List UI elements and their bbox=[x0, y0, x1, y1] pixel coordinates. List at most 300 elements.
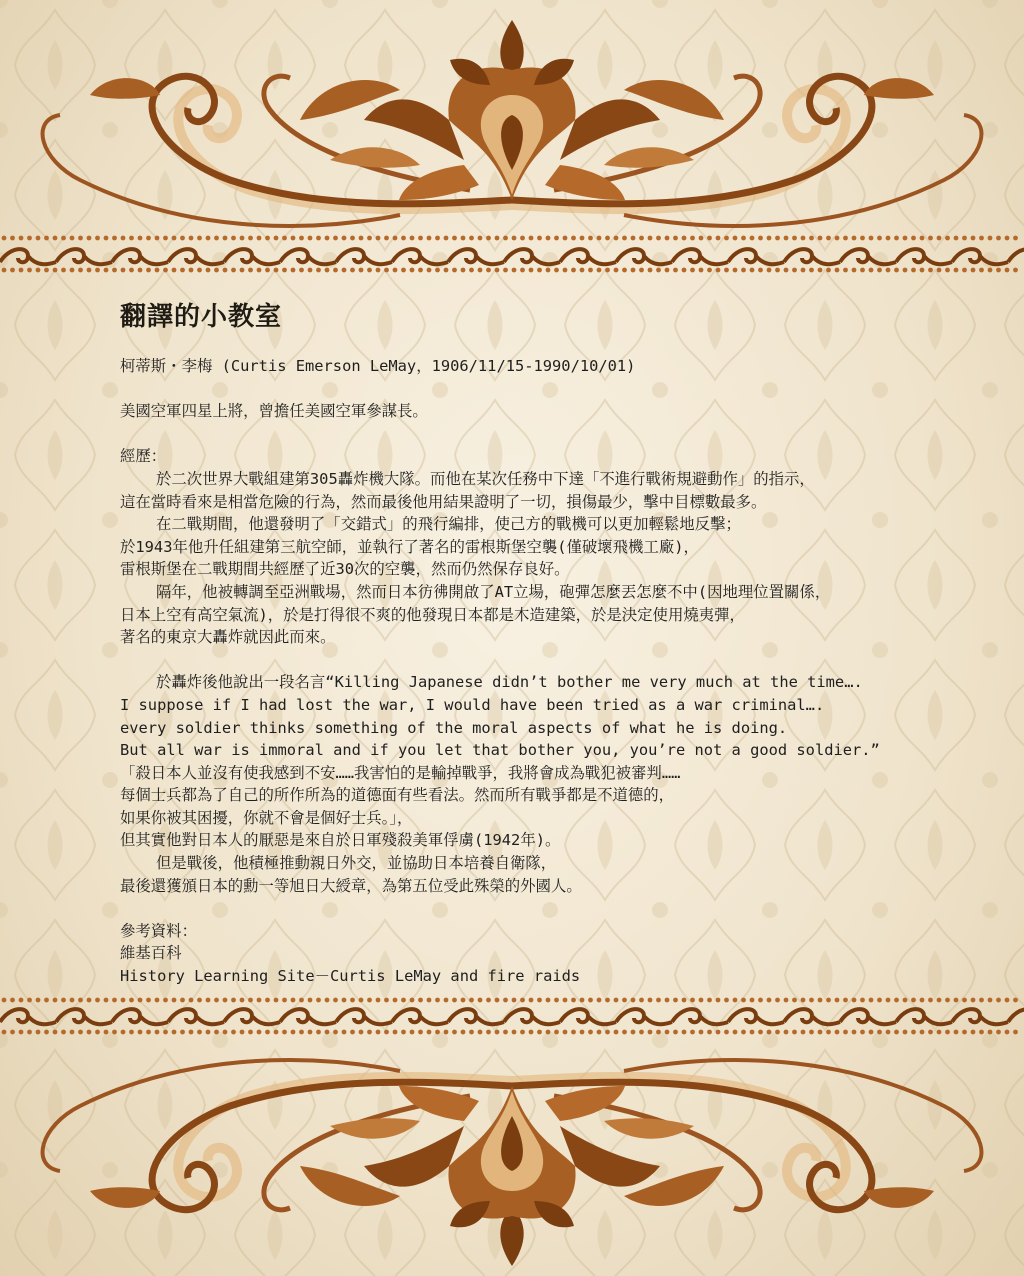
border-bead bbox=[19, 1030, 24, 1035]
border-bead bbox=[393, 236, 398, 241]
border-bead bbox=[299, 268, 304, 273]
border-bead bbox=[452, 236, 457, 241]
quote-line: every soldier thinks something of the moral aspects of what he is doing. bbox=[120, 718, 788, 737]
border-bead bbox=[291, 236, 296, 241]
border-bead bbox=[520, 268, 525, 273]
border-bead bbox=[223, 236, 228, 241]
border-bead bbox=[350, 236, 355, 241]
border-bead bbox=[274, 236, 279, 241]
border-bead bbox=[197, 1030, 202, 1035]
border-bead bbox=[248, 998, 253, 1003]
border-bead bbox=[486, 268, 491, 273]
border-bead bbox=[563, 268, 568, 273]
border-bead bbox=[53, 998, 58, 1003]
border-bead bbox=[410, 268, 415, 273]
border-bead bbox=[282, 998, 287, 1003]
border-bead bbox=[665, 236, 670, 241]
border-bead bbox=[835, 1030, 840, 1035]
border-bead bbox=[758, 998, 763, 1003]
border-bead bbox=[461, 268, 466, 273]
border-bead bbox=[206, 998, 211, 1003]
border-bead bbox=[427, 268, 432, 273]
border-bead bbox=[962, 268, 967, 273]
border-bead bbox=[410, 1030, 415, 1035]
border-bead bbox=[1005, 268, 1010, 273]
border-bead bbox=[1013, 1030, 1018, 1035]
quote-line: But all war is immoral and if you let that bother you, you’re not a good soldier.” bbox=[120, 741, 880, 760]
border-bead bbox=[248, 1030, 253, 1035]
border-bead bbox=[682, 268, 687, 273]
border-bead bbox=[172, 1030, 177, 1035]
border-bead bbox=[469, 236, 474, 241]
border-bead bbox=[554, 268, 559, 273]
page-title: 翻譯的小教室 bbox=[120, 302, 283, 332]
border-bead bbox=[852, 998, 857, 1003]
border-bead bbox=[605, 236, 610, 241]
border-bead bbox=[61, 236, 66, 241]
border-bead bbox=[792, 998, 797, 1003]
border-bead bbox=[155, 268, 160, 273]
border-bead bbox=[95, 268, 100, 273]
border-bead bbox=[36, 236, 41, 241]
border-bead bbox=[937, 998, 942, 1003]
history-heading: 經歷： bbox=[120, 447, 167, 466]
border-bead bbox=[104, 998, 109, 1003]
border-bead bbox=[546, 998, 551, 1003]
border-bead bbox=[750, 268, 755, 273]
border-bead bbox=[733, 1030, 738, 1035]
border-bead bbox=[843, 1030, 848, 1035]
border-bead bbox=[138, 236, 143, 241]
border-bead bbox=[537, 998, 542, 1003]
border-bead bbox=[376, 998, 381, 1003]
border-bead bbox=[308, 998, 313, 1003]
border-bead bbox=[767, 998, 772, 1003]
border-bead bbox=[818, 268, 823, 273]
border-bead bbox=[121, 1030, 126, 1035]
border-bead bbox=[350, 268, 355, 273]
border-bead bbox=[571, 1030, 576, 1035]
border-bead bbox=[673, 998, 678, 1003]
border-bead bbox=[393, 1030, 398, 1035]
border-bead bbox=[903, 1030, 908, 1035]
border-bead bbox=[758, 236, 763, 241]
border-bead bbox=[843, 236, 848, 241]
border-bead bbox=[563, 1030, 568, 1035]
border-bead bbox=[724, 1030, 729, 1035]
border-bead bbox=[53, 236, 58, 241]
border-bead bbox=[350, 1030, 355, 1035]
border-bead bbox=[478, 268, 483, 273]
border-bead bbox=[894, 998, 899, 1003]
border-bead bbox=[359, 236, 364, 241]
border-bead bbox=[631, 1030, 636, 1035]
border-bead bbox=[801, 1030, 806, 1035]
border-bead bbox=[639, 1030, 644, 1035]
border-bead bbox=[758, 1030, 763, 1035]
border-bead bbox=[112, 998, 117, 1003]
border-bead bbox=[809, 268, 814, 273]
border-bead bbox=[461, 236, 466, 241]
border-bead bbox=[996, 268, 1001, 273]
border-bead bbox=[1005, 236, 1010, 241]
border-bead bbox=[486, 1030, 491, 1035]
border-bead bbox=[19, 268, 24, 273]
border-bead bbox=[478, 998, 483, 1003]
border-bead bbox=[631, 268, 636, 273]
border-bead bbox=[690, 268, 695, 273]
border-bead bbox=[988, 268, 993, 273]
quote-line: 每個士兵都為了自己的所作所為的道德面有些看法。然而所有戰爭都是不道德的， bbox=[120, 786, 675, 805]
border-bead bbox=[920, 268, 925, 273]
border-bead bbox=[180, 1030, 185, 1035]
border-bead bbox=[78, 236, 83, 241]
border-bead bbox=[223, 998, 228, 1003]
border-bead bbox=[563, 998, 568, 1003]
article bbox=[120, 296, 950, 988]
border-bead bbox=[265, 236, 270, 241]
border-bead bbox=[801, 998, 806, 1003]
border-bead bbox=[529, 268, 534, 273]
border-bead bbox=[10, 268, 15, 273]
border-bead bbox=[70, 998, 75, 1003]
border-bead bbox=[750, 236, 755, 241]
border-bead bbox=[274, 1030, 279, 1035]
border-bead bbox=[316, 268, 321, 273]
border-bead bbox=[189, 268, 194, 273]
border-bead bbox=[172, 998, 177, 1003]
border-bead bbox=[172, 268, 177, 273]
border-bead bbox=[682, 1030, 687, 1035]
border-bead bbox=[580, 1030, 585, 1035]
border-bead bbox=[520, 998, 525, 1003]
border-bead bbox=[869, 268, 874, 273]
border-bead bbox=[733, 236, 738, 241]
border-bead bbox=[801, 268, 806, 273]
border-bead bbox=[214, 998, 219, 1003]
border-bead bbox=[393, 998, 398, 1003]
quote-line: 「殺日本人並沒有使我感到不安……我害怕的是輸掉戰爭，我將會成為戰犯被審判…… bbox=[120, 763, 681, 782]
border-bead bbox=[478, 236, 483, 241]
border-bead bbox=[852, 236, 857, 241]
border-bead bbox=[631, 998, 636, 1003]
border-bead bbox=[299, 1030, 304, 1035]
border-bead bbox=[665, 998, 670, 1003]
border-bead bbox=[792, 268, 797, 273]
border-bead bbox=[189, 998, 194, 1003]
border-bead bbox=[741, 1030, 746, 1035]
border-bead bbox=[673, 268, 678, 273]
border-bead bbox=[376, 236, 381, 241]
border-bead bbox=[622, 236, 627, 241]
border-bead bbox=[214, 268, 219, 273]
border-bead bbox=[70, 236, 75, 241]
border-wave bbox=[0, 1009, 1024, 1024]
border-bead bbox=[299, 236, 304, 241]
border-bead bbox=[996, 998, 1001, 1003]
border-bead bbox=[911, 998, 916, 1003]
border-bead bbox=[529, 998, 534, 1003]
border-bead bbox=[741, 236, 746, 241]
border-bead bbox=[180, 268, 185, 273]
history-line: 著名的東京大轟炸就因此而來。 bbox=[120, 628, 336, 647]
border-bead bbox=[350, 998, 355, 1003]
subject-line: 柯蒂斯・李梅 (Curtis Emerson LeMay，1906/11/15-1990/10/01) bbox=[120, 357, 636, 375]
border-bead bbox=[775, 236, 780, 241]
border-bead bbox=[367, 1030, 372, 1035]
border-bead bbox=[818, 236, 823, 241]
border-bead bbox=[784, 998, 789, 1003]
border-bead bbox=[648, 268, 653, 273]
border-bead bbox=[461, 1030, 466, 1035]
border-bead bbox=[767, 268, 772, 273]
border-bead bbox=[95, 998, 100, 1003]
border-bead bbox=[121, 998, 126, 1003]
border-bead bbox=[512, 268, 517, 273]
border-bead bbox=[656, 236, 661, 241]
border-bead bbox=[503, 1030, 508, 1035]
border-bead bbox=[231, 998, 236, 1003]
border-bead bbox=[954, 236, 959, 241]
border-bead bbox=[248, 236, 253, 241]
border-wave bbox=[0, 249, 1024, 264]
border-bead bbox=[597, 998, 602, 1003]
border-bead bbox=[384, 1030, 389, 1035]
border-bead bbox=[27, 998, 32, 1003]
border-bead bbox=[393, 268, 398, 273]
border-bead bbox=[690, 1030, 695, 1035]
border-bead bbox=[78, 268, 83, 273]
border-bead bbox=[835, 236, 840, 241]
history-section bbox=[120, 468, 950, 649]
border-bead bbox=[189, 1030, 194, 1035]
border-bead bbox=[877, 1030, 882, 1035]
border-bead bbox=[571, 268, 576, 273]
border-bead bbox=[945, 998, 950, 1003]
border-bead bbox=[869, 998, 874, 1003]
border-bead bbox=[903, 998, 908, 1003]
border-bead bbox=[291, 1030, 296, 1035]
border-bead bbox=[699, 998, 704, 1003]
border-bead bbox=[444, 268, 449, 273]
border-bead bbox=[155, 236, 160, 241]
border-bead bbox=[163, 236, 168, 241]
bottom-floral-ornament bbox=[0, 990, 1024, 1276]
border-bead bbox=[826, 998, 831, 1003]
border-bead bbox=[724, 998, 729, 1003]
border-bead bbox=[240, 1030, 245, 1035]
quote-line: 但其實他對日本人的厭惡是來自於日軍殘殺美軍俘虜(1942年)。 bbox=[120, 831, 561, 850]
border-bead bbox=[724, 236, 729, 241]
border-bead bbox=[87, 268, 92, 273]
border-bead bbox=[333, 1030, 338, 1035]
border-bead bbox=[928, 268, 933, 273]
border-bead bbox=[78, 998, 83, 1003]
border-bead bbox=[971, 236, 976, 241]
border-bead bbox=[503, 236, 508, 241]
quote-line: 如果你被其困擾，你就不會是個好士兵。」， bbox=[120, 808, 413, 827]
border-bead bbox=[554, 236, 559, 241]
border-bead bbox=[512, 1030, 517, 1035]
border-bead bbox=[299, 998, 304, 1003]
border-bead bbox=[911, 268, 916, 273]
border-bead bbox=[291, 998, 296, 1003]
border-bead bbox=[53, 1030, 58, 1035]
border-bead bbox=[648, 236, 653, 241]
border-bead bbox=[614, 268, 619, 273]
border-bead bbox=[129, 268, 134, 273]
border-bead bbox=[639, 236, 644, 241]
border-bead bbox=[665, 1030, 670, 1035]
border-bead bbox=[707, 268, 712, 273]
border-bead bbox=[342, 268, 347, 273]
border-bead bbox=[410, 236, 415, 241]
border-bead bbox=[894, 236, 899, 241]
border-bead bbox=[435, 998, 440, 1003]
border-bead bbox=[163, 1030, 168, 1035]
border-bead bbox=[27, 236, 32, 241]
border-bead bbox=[223, 268, 228, 273]
border-bead bbox=[571, 236, 576, 241]
border-bead bbox=[112, 236, 117, 241]
border-bead bbox=[937, 236, 942, 241]
border-bead bbox=[673, 236, 678, 241]
border-bead bbox=[699, 1030, 704, 1035]
border-bead bbox=[95, 1030, 100, 1035]
border-bead bbox=[342, 998, 347, 1003]
border-bead bbox=[792, 236, 797, 241]
border-bead bbox=[435, 1030, 440, 1035]
border-bead bbox=[257, 236, 262, 241]
border-bead bbox=[894, 268, 899, 273]
border-bead bbox=[486, 998, 491, 1003]
border-bead bbox=[333, 998, 338, 1003]
border-bead bbox=[61, 268, 66, 273]
border-bead bbox=[529, 236, 534, 241]
border-bead bbox=[308, 268, 313, 273]
border-bead bbox=[155, 998, 160, 1003]
border-bead bbox=[155, 1030, 160, 1035]
border-bead bbox=[648, 998, 653, 1003]
border-bead bbox=[954, 1030, 959, 1035]
border-bead bbox=[180, 236, 185, 241]
border-bead bbox=[121, 268, 126, 273]
border-bead bbox=[988, 998, 993, 1003]
border-bead bbox=[614, 998, 619, 1003]
border-bead bbox=[784, 1030, 789, 1035]
border-bead bbox=[860, 268, 865, 273]
border-bead bbox=[656, 1030, 661, 1035]
border-bead bbox=[733, 998, 738, 1003]
border-bead bbox=[95, 236, 100, 241]
border-bead bbox=[801, 236, 806, 241]
border-bead bbox=[809, 998, 814, 1003]
border-bead bbox=[138, 1030, 143, 1035]
border-bead bbox=[206, 268, 211, 273]
border-bead bbox=[325, 236, 330, 241]
border-bead bbox=[163, 998, 168, 1003]
border-bead bbox=[979, 268, 984, 273]
border-bead bbox=[486, 236, 491, 241]
border-bead bbox=[197, 268, 202, 273]
border-bead bbox=[214, 236, 219, 241]
border-bead bbox=[911, 236, 916, 241]
border-bead bbox=[860, 998, 865, 1003]
border-bead bbox=[189, 236, 194, 241]
border-bead bbox=[597, 1030, 602, 1035]
border-bead bbox=[61, 998, 66, 1003]
border-bead bbox=[690, 998, 695, 1003]
border-bead bbox=[699, 236, 704, 241]
border-bead bbox=[741, 998, 746, 1003]
border-bead bbox=[826, 268, 831, 273]
border-bead bbox=[996, 236, 1001, 241]
border-bead bbox=[384, 268, 389, 273]
border-bead bbox=[945, 236, 950, 241]
border-bead bbox=[495, 998, 500, 1003]
border-bead bbox=[325, 998, 330, 1003]
border-bead bbox=[291, 268, 296, 273]
border-bead bbox=[240, 998, 245, 1003]
border-bead bbox=[265, 1030, 270, 1035]
border-bead bbox=[580, 236, 585, 241]
border-bead bbox=[767, 1030, 772, 1035]
border-bead bbox=[53, 268, 58, 273]
border-bead bbox=[265, 268, 270, 273]
border-bead bbox=[937, 268, 942, 273]
border-bead bbox=[860, 236, 865, 241]
border-bead bbox=[206, 1030, 211, 1035]
border-bead bbox=[1005, 1030, 1010, 1035]
border-bead bbox=[520, 236, 525, 241]
border-bead bbox=[129, 998, 134, 1003]
references-heading: 參考資料： bbox=[120, 921, 197, 940]
border-bead bbox=[10, 1030, 15, 1035]
border-bead bbox=[418, 998, 423, 1003]
border-bead bbox=[367, 998, 372, 1003]
border-bead bbox=[886, 268, 891, 273]
border-bead bbox=[520, 1030, 525, 1035]
border-bead bbox=[877, 236, 882, 241]
border-bead bbox=[248, 268, 253, 273]
border-bead bbox=[843, 268, 848, 273]
border-bead bbox=[775, 998, 780, 1003]
border-bead bbox=[835, 998, 840, 1003]
border-bead bbox=[70, 1030, 75, 1035]
border-bead bbox=[19, 998, 24, 1003]
border-bead bbox=[622, 998, 627, 1003]
border-bead bbox=[495, 1030, 500, 1035]
border-bead bbox=[2, 268, 7, 273]
border-bead bbox=[435, 268, 440, 273]
border-bead bbox=[376, 1030, 381, 1035]
border-bead bbox=[741, 268, 746, 273]
border-bead bbox=[316, 998, 321, 1003]
border-bead bbox=[146, 998, 151, 1003]
border-bead bbox=[546, 268, 551, 273]
border-bead bbox=[809, 236, 814, 241]
border-bead bbox=[325, 268, 330, 273]
border-bead bbox=[27, 268, 32, 273]
reference-item: 維基百科 bbox=[120, 944, 182, 963]
border-bead bbox=[240, 236, 245, 241]
border-bead bbox=[920, 1030, 925, 1035]
history-line: 雷根斯堡在二戰期間共經歷了近30次的空襲，然而仍然保存良好。 bbox=[120, 560, 570, 579]
border-bead bbox=[308, 1030, 313, 1035]
border-bead bbox=[767, 236, 772, 241]
border-bead bbox=[631, 236, 636, 241]
border-bead bbox=[2, 236, 7, 241]
